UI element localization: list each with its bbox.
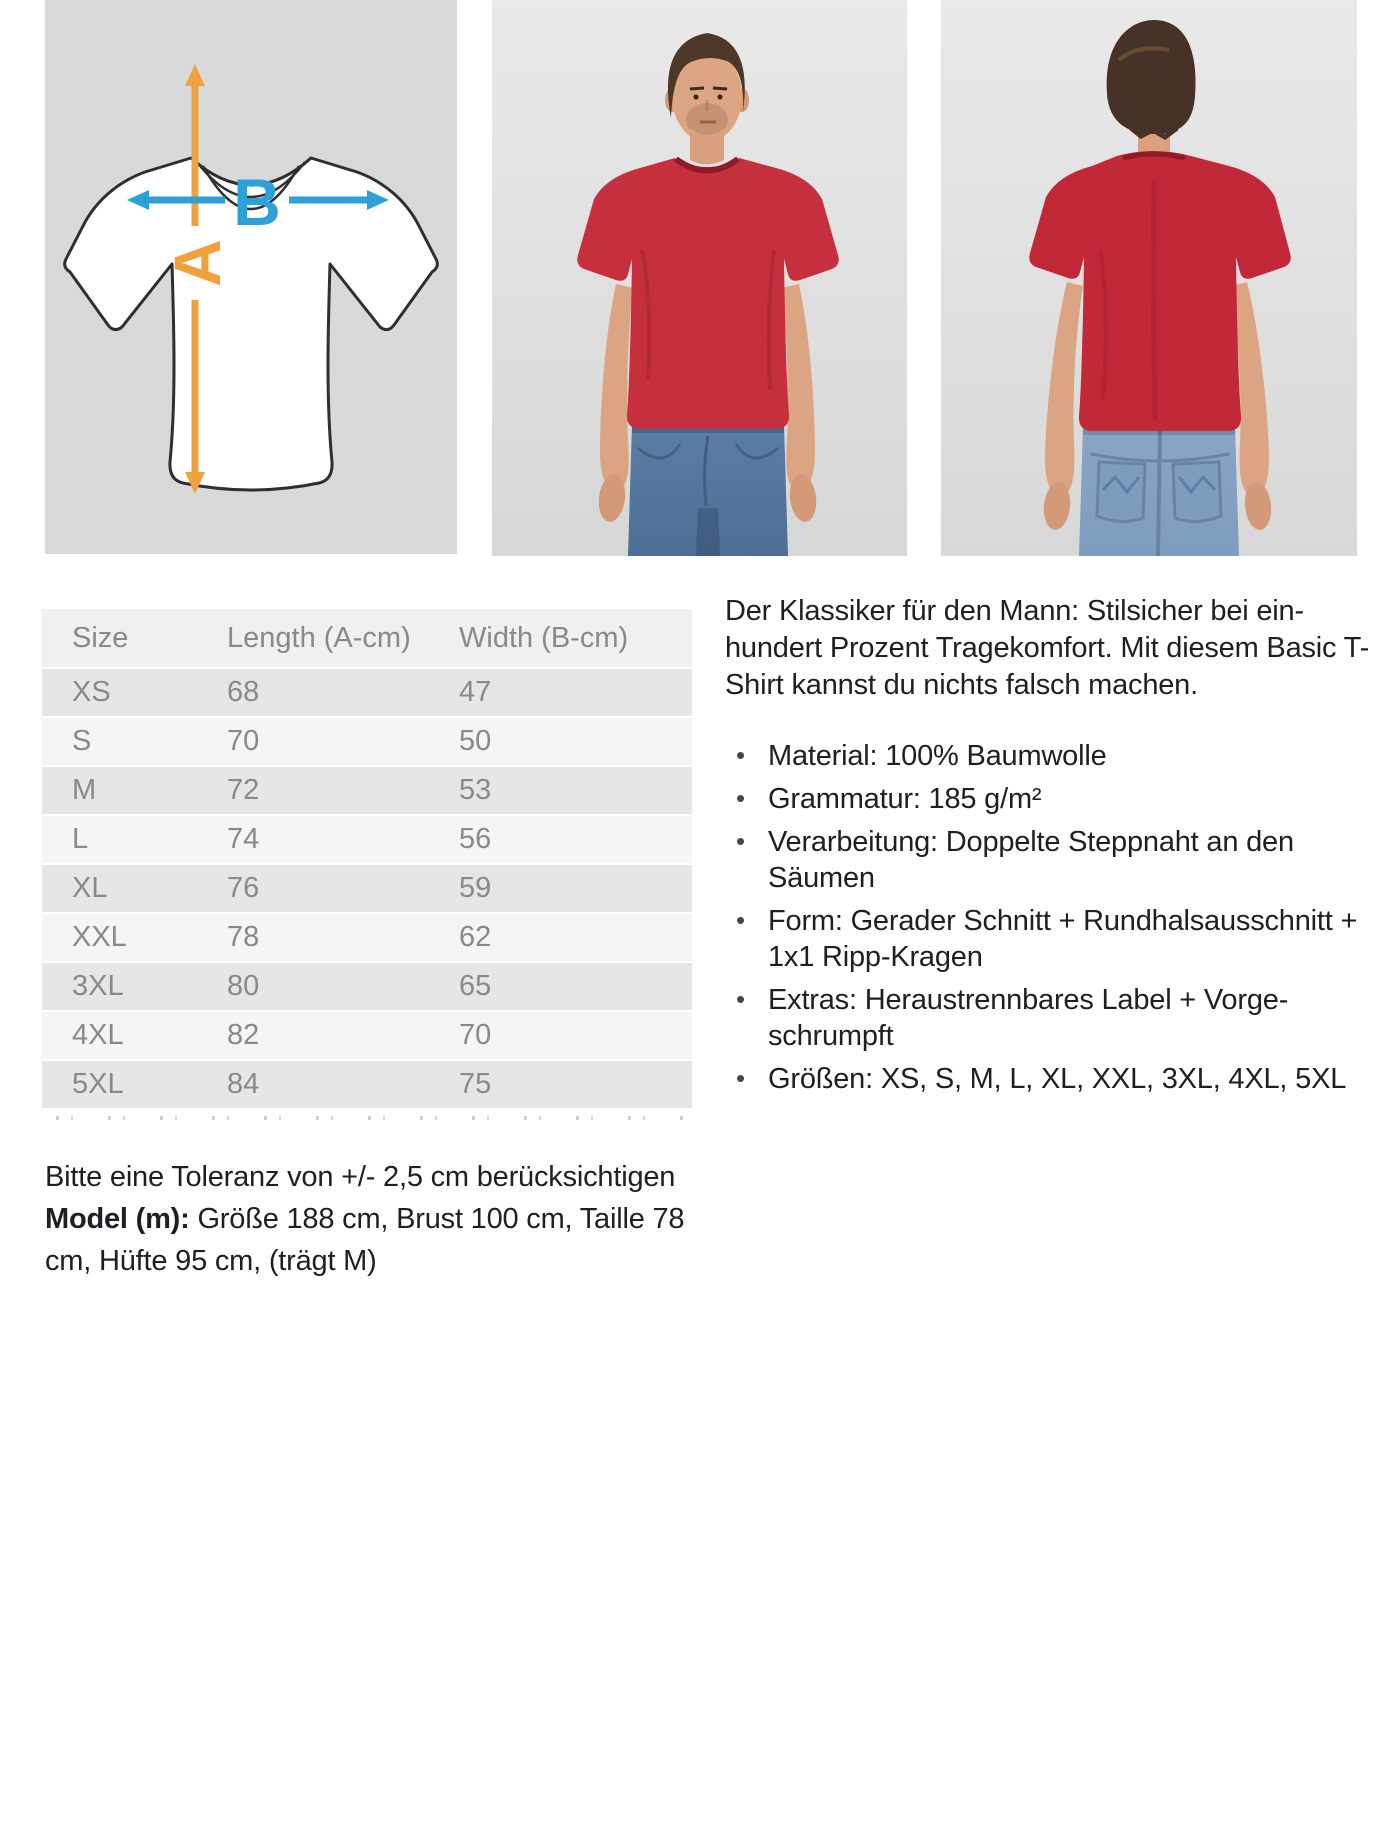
measurement-notes — [45, 1156, 705, 1282]
eye-left — [694, 95, 699, 100]
model-measurements — [45, 1198, 705, 1282]
tolerance-note: Bitte eine Toleranz von +/- 2,5 cm berücksichtigen — [45, 1161, 676, 1193]
column-header-width: Width (B-cm) — [459, 609, 692, 668]
cell-width: 56 — [459, 823, 492, 855]
label-b: B — [233, 165, 281, 239]
product-description — [725, 593, 1390, 1104]
cell-size: S — [72, 725, 92, 757]
column-header-size: Size — [42, 609, 227, 668]
cell-width: 50 — [459, 725, 492, 757]
tshirt-diagram-svg — [45, 0, 457, 554]
cell-length: 68 — [227, 676, 260, 708]
cell-size: XS — [72, 676, 111, 708]
model-label: Model (m): — [45, 1203, 190, 1235]
cell-size: 4XL — [72, 1019, 124, 1051]
table-row-5xl — [42, 1060, 692, 1108]
table-row-xs — [42, 668, 692, 717]
cell-length: 72 — [227, 774, 260, 806]
model-front-svg — [492, 0, 907, 556]
cell-length: 82 — [227, 1019, 260, 1051]
feature-grammatur: • Grammatur: 185 g/m² — [725, 781, 1390, 817]
cell-width: 75 — [459, 1068, 492, 1100]
cell-size: L — [72, 823, 89, 855]
table-row-l — [42, 815, 692, 864]
size-table-header-row — [42, 609, 692, 668]
feature-extras: • Extras: Heraustrennbares Label + Vorgeschrumpft — [725, 982, 1390, 1054]
cell-length: 84 — [227, 1068, 260, 1100]
table-row-3xl — [42, 962, 692, 1011]
table-row-xl — [42, 864, 692, 913]
cell-size: XXL — [72, 921, 127, 953]
eyebrow-right — [713, 88, 727, 89]
feature-list — [725, 738, 1390, 1097]
cell-width: 53 — [459, 774, 492, 806]
eye-right — [718, 95, 723, 100]
table-row-xxl — [42, 913, 692, 962]
model-photo-front — [492, 0, 907, 556]
column-header-length: Length (A-cm) — [227, 609, 459, 668]
eyebrow-left — [690, 88, 704, 89]
cell-length: 76 — [227, 872, 260, 904]
label-a: A — [160, 239, 234, 287]
cell-length: 74 — [227, 823, 260, 855]
back-pocket-right — [1173, 462, 1221, 522]
cell-width: 47 — [459, 676, 492, 708]
size-table-section — [42, 609, 692, 1120]
tshirt-measurement-diagram — [45, 0, 457, 554]
back-pocket-left — [1097, 462, 1145, 522]
cell-size: XL — [72, 872, 108, 904]
model-info: Größe 188 cm, Brust 100 cm, Taille 78 cm, Hüfte 95 cm, (trägt M) — [45, 1203, 685, 1277]
cell-width: 59 — [459, 872, 492, 904]
table-row-s — [42, 717, 692, 766]
cell-length: 80 — [227, 970, 260, 1002]
back-fold-center — [1153, 180, 1155, 420]
cell-width: 65 — [459, 970, 492, 1002]
table-row-m — [42, 766, 692, 815]
jeans-leg-separation — [696, 508, 720, 556]
table-cutoff-strip — [42, 1110, 692, 1120]
table-row-4xl — [42, 1011, 692, 1060]
size-table — [42, 609, 692, 1108]
model-back-svg — [941, 0, 1357, 556]
cell-length: 78 — [227, 921, 260, 953]
feature-material: • Material: 100% Baumwolle — [725, 738, 1390, 774]
feature-form: • Form: Gerader Schnitt + Rundhalsausschnitt + 1x1 Ripp-Kragen — [725, 903, 1390, 975]
cell-width: 70 — [459, 1019, 492, 1051]
cell-size: 5XL — [72, 1068, 124, 1100]
cell-length: 70 — [227, 725, 260, 757]
cell-size: M — [72, 774, 97, 806]
feature-groessen: • Größen: XS, S, M, L, XL, XXL, 3XL, 4XL, 5XL — [725, 1061, 1390, 1097]
feature-verarbeitung: • Verarbeitung: Doppelte Steppnaht an den Säumen — [725, 824, 1390, 896]
cell-size: 3XL — [72, 970, 124, 1002]
jeans-center-seam — [1158, 430, 1160, 556]
description-intro: Der Klassiker für den Mann: Stilsicher bei einhundert Prozent Tragekomfort. Mit diesem Basic T-Shirt kannst du nichts falsch machen. — [725, 595, 1370, 701]
model-photo-back — [941, 0, 1357, 556]
cell-width: 62 — [459, 921, 492, 953]
